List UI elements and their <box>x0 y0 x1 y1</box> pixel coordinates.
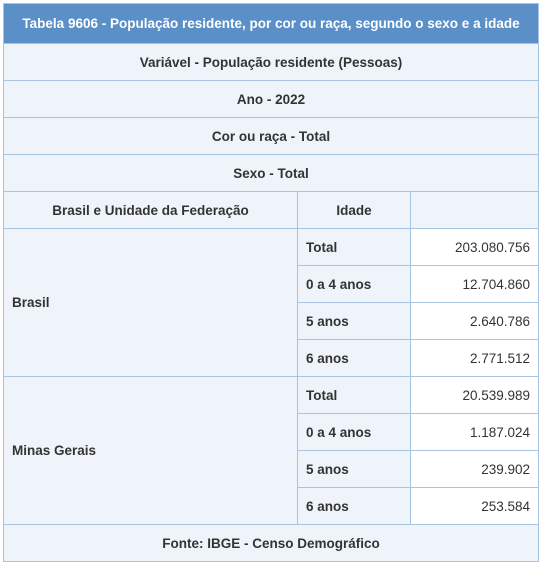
table-body <box>4 4 539 562</box>
value-cell: 2.771.512 <box>411 340 539 377</box>
variable-row <box>4 44 539 81</box>
value-cell: 12.704.860 <box>411 266 539 303</box>
race-label: Cor ou raça - Total <box>4 118 539 155</box>
year-label: Ano - 2022 <box>4 81 539 118</box>
data-table <box>3 3 539 562</box>
sex-label: Sexo - Total <box>4 155 539 192</box>
column-header-row <box>4 192 539 229</box>
age-cell: 0 a 4 anos <box>298 414 411 451</box>
value-cell: 239.902 <box>411 451 539 488</box>
place-cell: Minas Gerais <box>4 377 298 525</box>
value-cell: 253.584 <box>411 488 539 525</box>
table-row <box>4 229 539 266</box>
variable-label: Variável - População residente (Pessoas) <box>4 44 539 81</box>
column-header-value <box>411 192 539 229</box>
source-label: Fonte: IBGE - Censo Demográfico <box>4 525 539 562</box>
age-cell: 5 anos <box>298 451 411 488</box>
age-cell: Total <box>298 377 411 414</box>
sex-row <box>4 155 539 192</box>
value-cell: 2.640.786 <box>411 303 539 340</box>
table-title: Tabela 9606 - População residente, por cor ou raça, segundo o sexo e a idade <box>4 4 539 44</box>
value-cell: 203.080.756 <box>411 229 539 266</box>
value-cell: 1.187.024 <box>411 414 539 451</box>
value-cell: 20.539.989 <box>411 377 539 414</box>
year-row <box>4 81 539 118</box>
age-cell: 0 a 4 anos <box>298 266 411 303</box>
table-row <box>4 377 539 414</box>
race-row <box>4 118 539 155</box>
place-cell: Brasil <box>4 229 298 377</box>
title-row <box>4 4 539 44</box>
column-header-place: Brasil e Unidade da Federação <box>4 192 298 229</box>
footer-row <box>4 525 539 562</box>
age-cell: 6 anos <box>298 488 411 525</box>
column-header-age: Idade <box>298 192 411 229</box>
age-cell: Total <box>298 229 411 266</box>
age-cell: 5 anos <box>298 303 411 340</box>
age-cell: 6 anos <box>298 340 411 377</box>
